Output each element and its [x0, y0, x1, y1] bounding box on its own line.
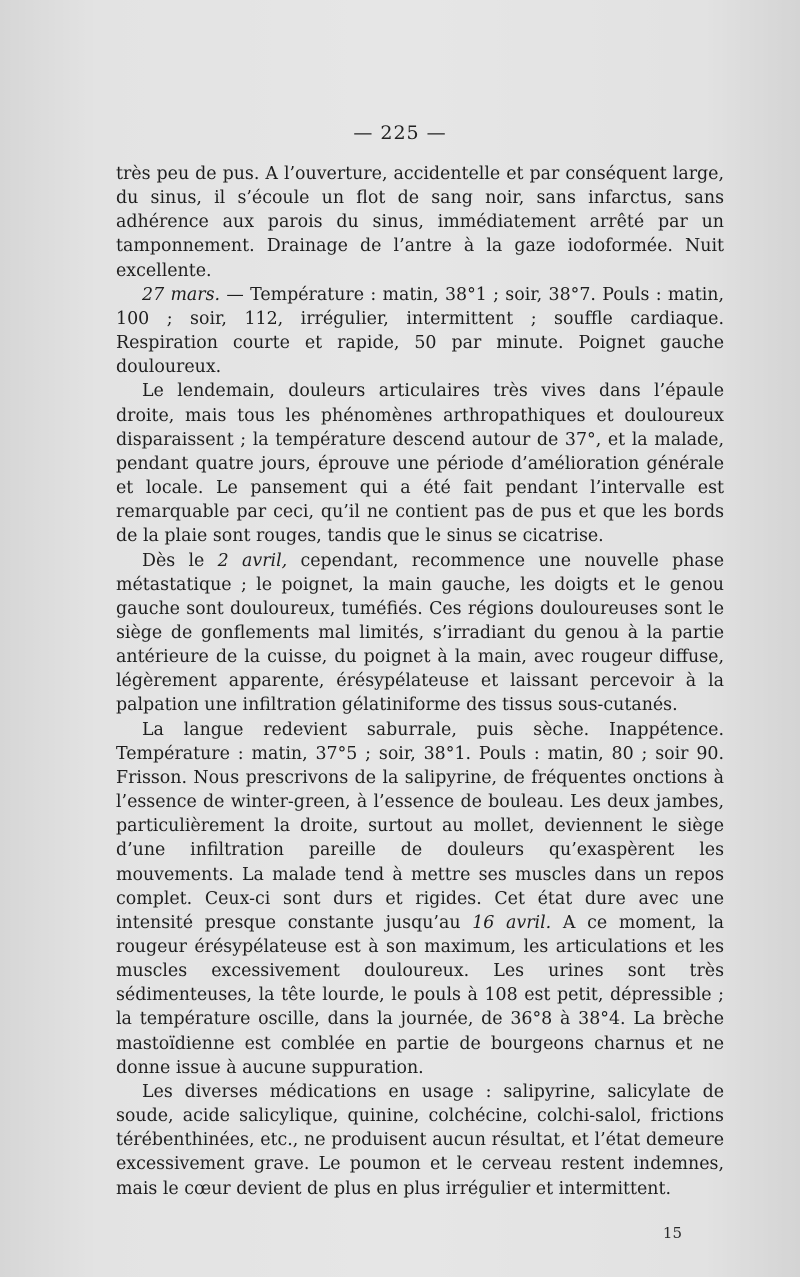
- italic-date: 2 avril,: [217, 550, 288, 571]
- paragraph: [116, 162, 724, 283]
- paragraph: [116, 1080, 724, 1201]
- paragraph-text: très peu de pus. A l’ouverture, accidentelle et par conséquent large, du sinus, il s’écoule un flot de sang noir, sans infarctus, sans adhérence aux parois du sinus, immédiatement arrêté par un tamponnement. Drainage de l’antre à la gaze iodoformée. Nuit excellente.: [116, 164, 724, 281]
- italic-date: 16 avril.: [472, 912, 552, 933]
- paragraph: [116, 283, 724, 380]
- paragraph-text: Le lendemain, douleurs articulaires très vives dans l’épaule droite, mais tous les phénomènes arthropathiques et douloureux disparaissent ; la température descend autour de 37°, et la malade, pendant quatre jours, éprouve une période d’amélioration générale et locale. Le pansement qui a été fait pendant l’intervalle est remarquable par ceci, qu’il ne contient pas de pus et que les bords de la plaie sont rouges, tandis que le sinus se cicatrise.: [116, 381, 724, 547]
- italic-date: 27 mars.: [142, 284, 221, 305]
- paragraph-text: cependant, recommence une nouvelle phase métastatique ; le poignet, la main gauche, les doigts et le genou gauche sont douloureux, tuméfiés. Ces régions douloureuses sont le siège de gonflements mal limités, s’irradiant du genou à la partie antérieure de la cuisse, du poignet à la main, avec rougeur diffuse, légèrement apparente, érésypélateuse et laissant percevoir à la palpation une infiltration gélatiniforme des tissus sous-cutanés.: [116, 550, 724, 716]
- body-text: [116, 162, 724, 1201]
- paragraph-text: Dès le: [142, 550, 218, 571]
- page-number: — 225 —: [353, 122, 447, 144]
- paragraph: [116, 718, 724, 1080]
- paragraph-text: La langue redevient saburrale, puis sèche. Inappétence. Température : matin, 37°5 ; soir, 38°1. Pouls : matin, 80 ; soir 90. Frisson. Nous prescrivons de la salipyrine, de fréquentes onctions à l’essence de winter-green, à l’essence de bouleau. Les deux jambes, particulièrement la droite, surtout au mollet, deviennent le siège d’une infiltration pareille de douleurs qu’exaspèrent les mouvements. La malade tend à mettre ses muscles dans un repos complet. Ceux-ci sont durs et rigides. Cet état dure avec une intensité presque constante jusqu’au: [116, 719, 724, 933]
- paragraph: [116, 549, 724, 718]
- paragraph-text: A ce moment, la rougeur érésypélateuse est à son maximum, les articulations et les muscles excessivement douloureux. Les urines sont très sédimenteuses, la tête lourde, le pouls à 108 est petit, dépressible ; la température oscille, dans la journée, de 36°8 à 38°4. La brèche mastoïdienne est comblée en partie de bourgeons charnus et ne donne issue à aucune suppuration.: [116, 912, 724, 1078]
- signature-mark: 15: [662, 1224, 682, 1242]
- paragraph-text: Les diverses médications en usage : salipyrine, salicylate de soude, acide salicylique, quinine, colchécine, colchi-salol, frictions térébenthinées, etc., ne produisent aucun résultat, et l’état demeure excessivement grave. Le poumon et le cerveau restent indemnes, mais le cœur devient de plus en plus irrégulier et intermittent.: [116, 1081, 724, 1199]
- paragraph-text: — Température : matin, 38°1 ; soir, 38°7. Pouls : matin, 100 ; soir, 112, irrégulier, intermittent ; souffle cardiaque. Respiration courte et rapide, 50 par minute. Poignet gauche douloureux.: [116, 284, 724, 378]
- paragraph: [116, 379, 724, 548]
